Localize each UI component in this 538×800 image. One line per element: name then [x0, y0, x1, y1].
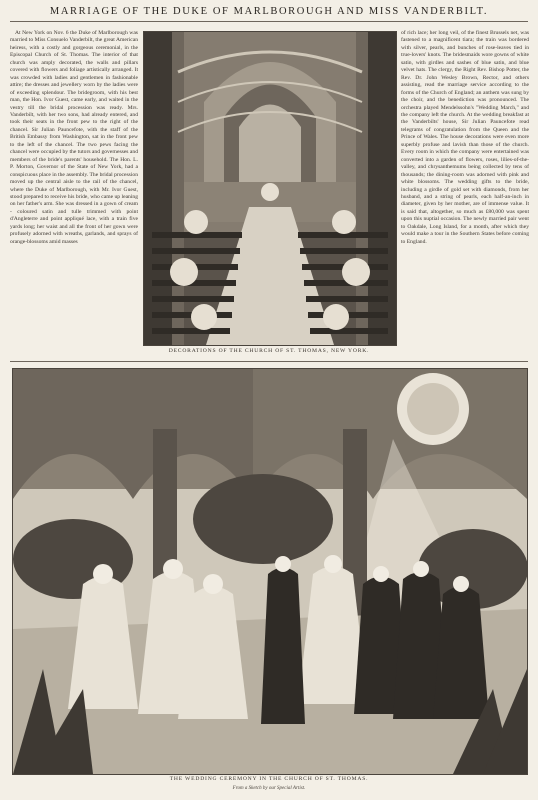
article-column-left	[10, 30, 138, 356]
ceremony-caption: THE WEDDING CEREMONY IN THE CHURCH OF ST. THOMAS.	[169, 776, 369, 782]
church-caption: DECORATIONS OF THE CHURCH OF ST. THOMAS, NEW YORK.	[168, 348, 370, 354]
section-rule	[10, 361, 528, 362]
article-text-right: of rich lace; her long veil, of the finest Brussels net, was fastened to a magnificent tiara; the train was bordered with silver, pearls, and bunches of rose-leaves tied in true-lovers' knots. The bridesmaids wore gowns of white satin, with girdles and sashes of blue satin, and blue velvet hats. The clergy, the Right Rev. Bishop Potter, the Rev. Dr. John Wesley Brown, Rector, and others assisting, read the marriage service according to the forms of the Church of England; an anthem was sung by the choir, and the benediction was pronounced. The orchestra played Mendelssohn's "Wedding March," and the company left the church. At the wedding breakfast at the Vanderbilts' house, Sir Julian Pauncefote read telegrams of congratulation from the Queen and the Prince of Wales. The house decorations were even more superbly profuse and lavish than those of the church. Every room in which the company were entertained was converted into a garden of flowers, roses, lilies-of-the-valley, and chrysanthemums being collected by tens of thousands; the dining-room was adorned with pink and white blossoms. The wedding gifts to the bride, including a girdle of gold set with diamonds, from her husband, and a string of pearls, each half-an-inch in diameter, given by her mother, are of immense value. It is said that, altogether, so much as £80,000 was spent upon this nuptial occasion. The newly married pair went to Oakdale, Long Island, for a month, after which they would make a tour in the Southern States before coming to England.	[401, 30, 529, 245]
title-rule	[10, 21, 528, 22]
article-column-right	[401, 30, 529, 356]
article-text-left: At New York on Nov. 6 the Duke of Marlborough was married to Miss Consuelo Vanderbilt, the great American heiress, with a costly and gorgeous ceremonial, in the Episcopal Church of St. Thomas. The interior of that church was amply decorated, the walls and pillars covered with flowers and foliage artistically arranged. It was crowded with ladies and gentlemen in fashionable attire; the dresses and jewellery worn by the ladies were of exceeding splendour. The bridegroom, with his best man, the Hon. Ivor Guest, came early, and waited in the vestry till the bridal procession was ready. Mrs. Vanderbilt, with her two sons, had already entered, and took their seats in the front pew to the right of the chancel. Sir Julian Pauncefote, with the staff of the British Embassy from Washington, sat in the front pew to the left of the chancel. The two pews facing the chancel were occupied by the tutors and governesses and members of the bride's parents' household. The Hon. L. P. Morton, Governor of the State of New York, had a conspicuous place in the assembly. The bridal procession moved up the central aisle to the rail of the chancel, where the Duke of Marlborough, with Mr. Ivor Guest, stood prepared to receive his bride, who came up leaning on her father's arm. She was dressed in a gown of cream - coloured satin and tulle trimmed with point d'Angleterre and point appliqué lace, with a train five yards long; her waist and all the front of her gown were profusely adorned with wreaths, garlands, and sprays of orange-blossoms amid masses	[10, 30, 138, 245]
wedding-ceremony-engraving	[12, 368, 528, 775]
church-decorations-engraving	[143, 31, 397, 346]
page-title: MARRIAGE OF THE DUKE OF MARLBOROUGH AND MISS VANDERBILT.	[49, 6, 489, 17]
artist-credit: From a Sketch by our Special Artist.	[232, 786, 306, 791]
